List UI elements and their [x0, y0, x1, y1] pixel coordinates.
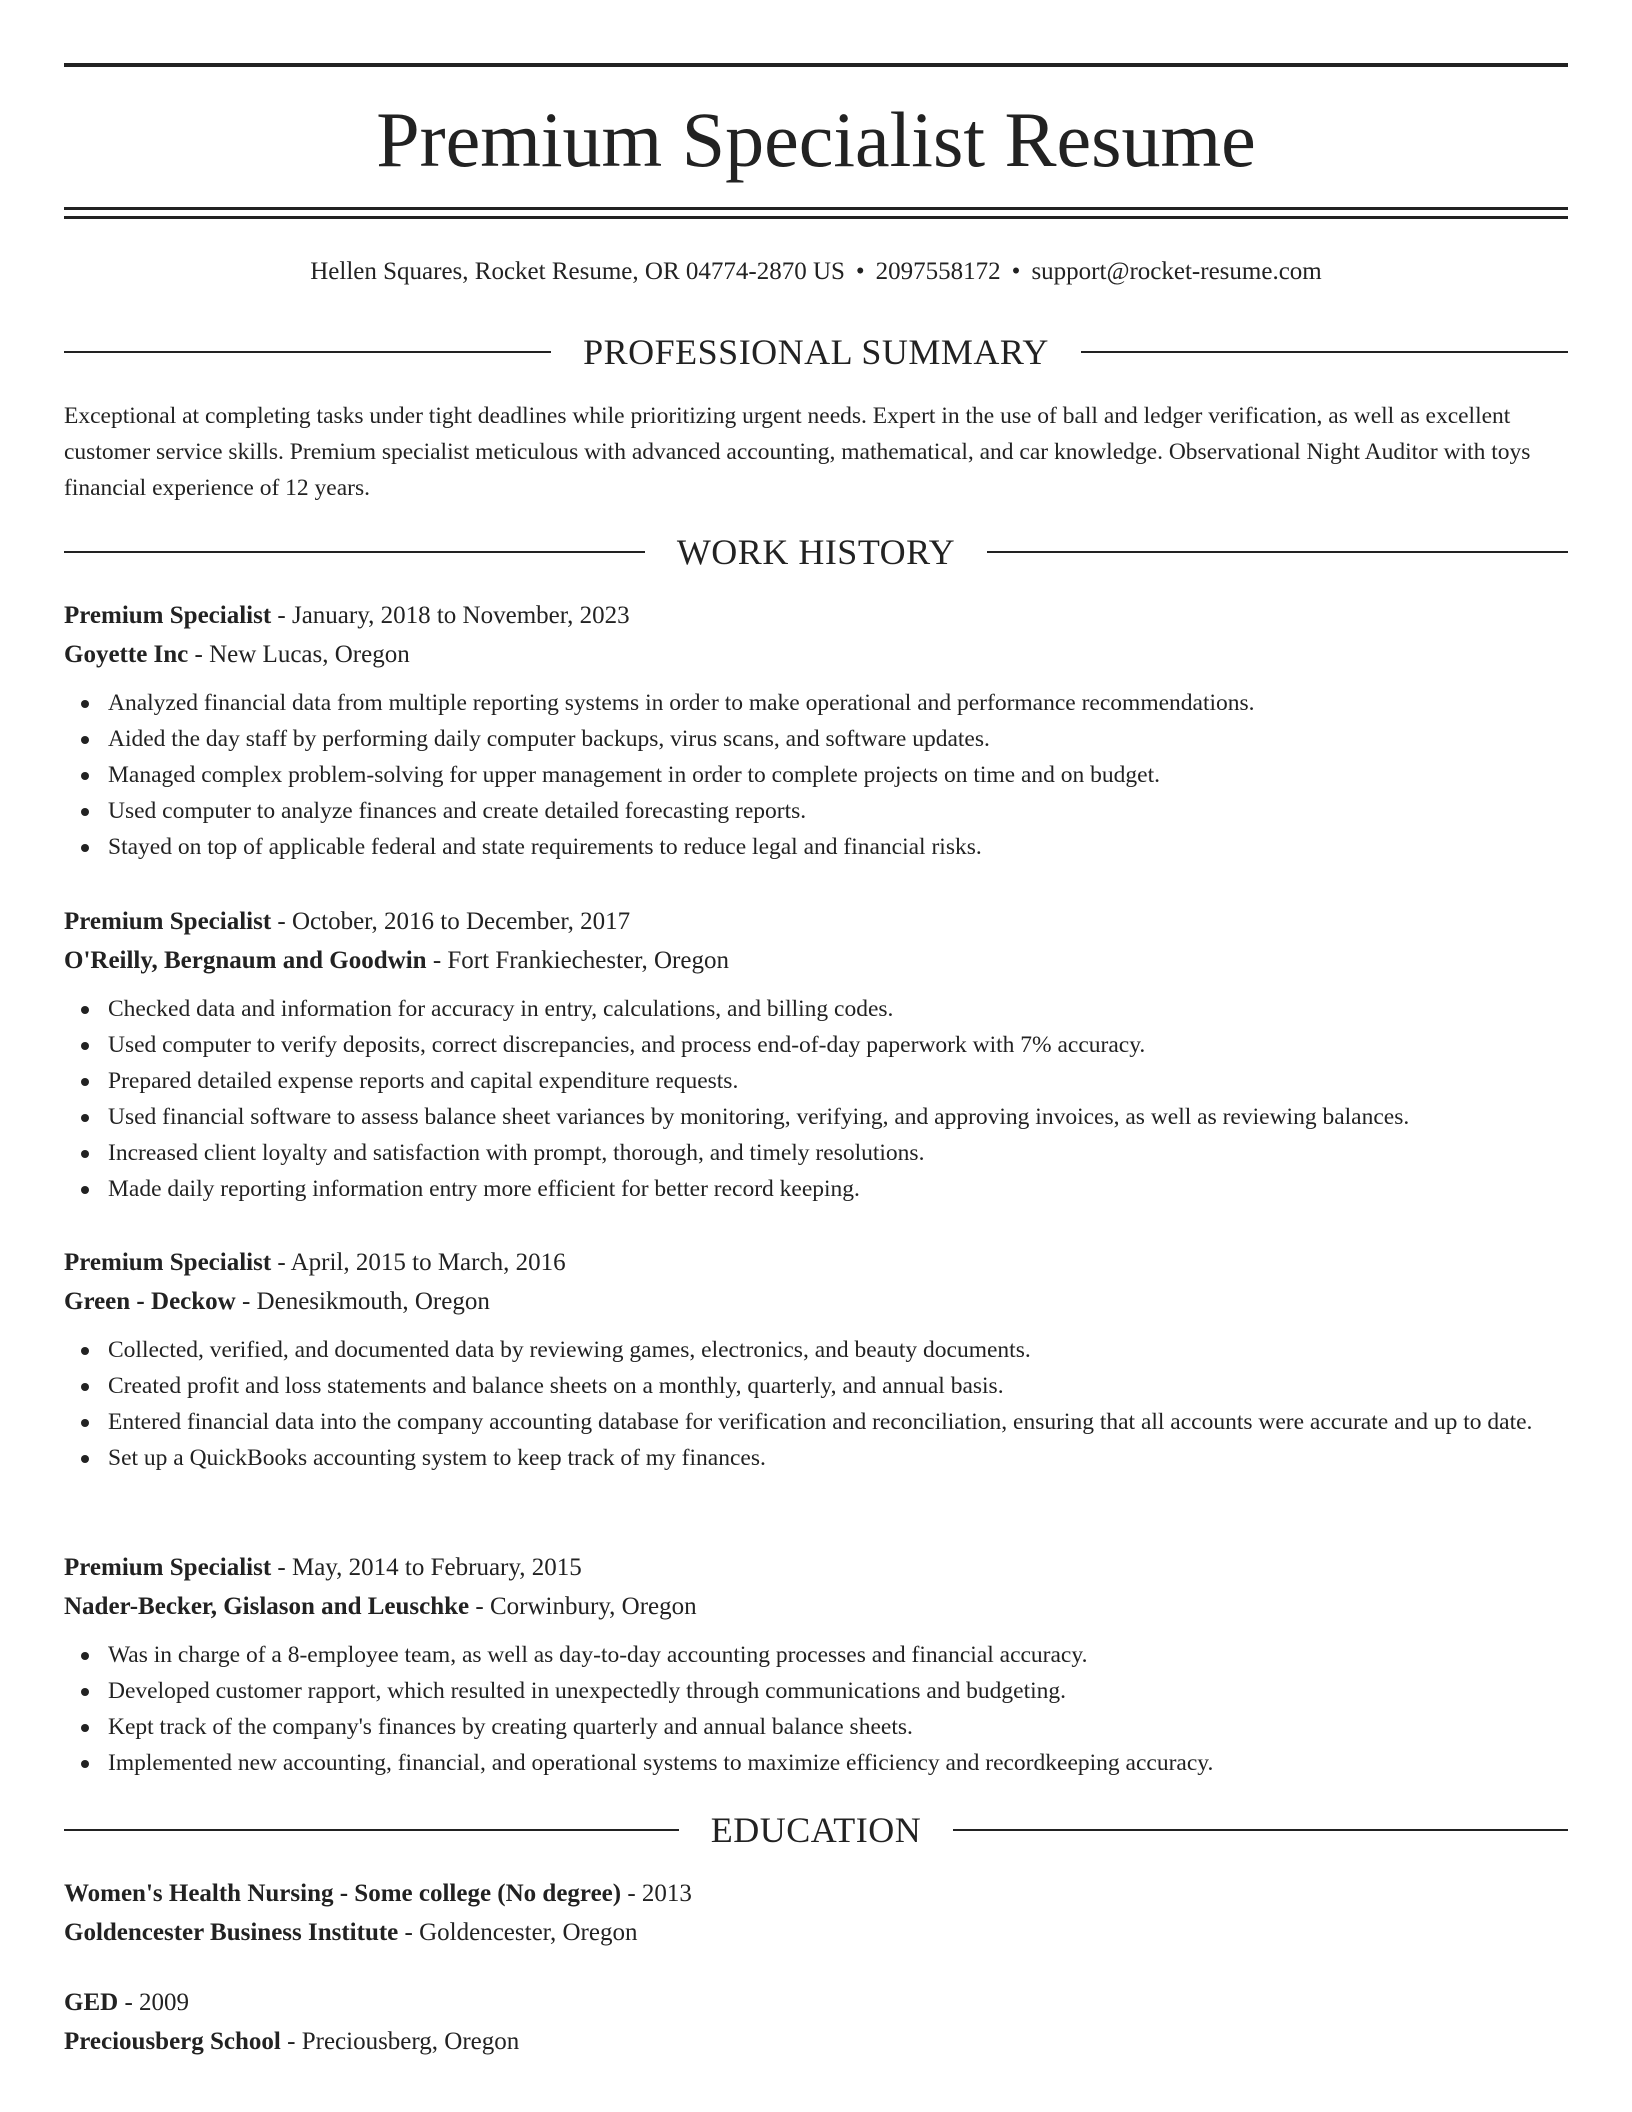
job-duty: Analyzed financial data from multiple reporting systems in order to make operational and performance recommendations. — [64, 685, 1568, 721]
job-duty: Used financial software to assess balance sheet variances by monitoring, verifying, and approving invoices, as well as reviewing balances. — [64, 1099, 1568, 1135]
job-duty: Stayed on top of applicable federal and state requirements to reduce legal and financial risks. — [64, 829, 1568, 865]
company-location: - New Lucas, Oregon — [188, 641, 410, 668]
job-duty: Kept track of the company's finances by creating quarterly and annual balance sheets. — [64, 1709, 1568, 1745]
title-rule-upper — [64, 207, 1568, 210]
company-name: Green - Deckow — [64, 1288, 236, 1315]
section-rule — [64, 351, 551, 353]
company-name: Goyette Inc — [64, 641, 189, 668]
school-location: - Preciousberg, Oregon — [280, 2028, 520, 2055]
job-duties-list — [64, 1637, 1568, 1781]
school-name: Preciousberg School — [64, 2028, 281, 2055]
job-duty: Created profit and loss statements and balance sheets on a monthly, quarterly, and annual basis. — [64, 1368, 1568, 1404]
company-location: - Corwinbury, Oregon — [469, 1593, 697, 1620]
job-duties-list — [64, 1332, 1568, 1476]
section-header-education — [64, 1808, 1568, 1852]
section-rule — [953, 1829, 1568, 1831]
company-name: Nader-Becker, Gislason and Leuschke — [64, 1593, 470, 1620]
resume-title: Premium Specialist Resume — [376, 96, 1256, 183]
job-duty: Set up a QuickBooks accounting system to keep track of my finances. — [64, 1440, 1568, 1476]
job-duty: Developed customer rapport, which resulted in unexpectedly through communications and budgeting. — [64, 1673, 1568, 1709]
company-line — [64, 1587, 1568, 1626]
job-title-line — [64, 1548, 1568, 1587]
education-entry — [64, 1874, 1568, 1952]
job-duty: Was in charge of a 8-employee team, as well as day-to-day accounting processes and financial accuracy. — [64, 1637, 1568, 1673]
section-rule — [987, 551, 1568, 553]
top-rule — [64, 63, 1568, 67]
company-name: O'Reilly, Bergnaum and Goodwin — [64, 947, 427, 974]
job-duty: Collected, verified, and documented data by reviewing games, electronics, and beauty documents. — [64, 1332, 1568, 1368]
job-duty: Aided the day staff by performing daily computer backups, virus scans, and software updates. — [64, 721, 1568, 757]
job-dates: - April, 2015 to March, 2016 — [271, 1249, 566, 1276]
job-duties-list — [64, 685, 1568, 865]
job-title-line — [64, 596, 1568, 635]
job-title-line — [64, 1243, 1568, 1282]
contact-phone: 2097558172 — [875, 258, 1001, 285]
section-header-summary — [64, 330, 1568, 374]
work-entry — [64, 1548, 1568, 1781]
contact-separator: • — [855, 258, 865, 285]
education-entry — [64, 1983, 1568, 2061]
section-rule — [64, 551, 645, 553]
job-duty: Checked data and information for accuracy in entry, calculations, and billing codes. — [64, 991, 1568, 1027]
section-title: PROFESSIONAL SUMMARY — [583, 332, 1049, 372]
degree-line — [64, 1983, 1568, 2022]
job-dates: - May, 2014 to February, 2015 — [271, 1554, 582, 1581]
job-title: Premium Specialist — [64, 908, 272, 935]
degree-name: Women's Health Nursing - Some college (No degree) — [64, 1880, 622, 1907]
job-duty: Used computer to analyze finances and create detailed forecasting reports. — [64, 793, 1568, 829]
school-location: - Goldencester, Oregon — [398, 1919, 638, 1946]
section-title: WORK HISTORY — [676, 532, 956, 572]
section-rule — [1081, 351, 1568, 353]
contact-address: Hellen Squares, Rocket Resume, OR 04774-2870 US — [310, 258, 845, 285]
job-title-line — [64, 902, 1568, 941]
school-line — [64, 2022, 1568, 2061]
job-duty: Entered financial data into the company accounting database for verification and reconciliation, ensuring that all accounts were accurate and up to date. — [64, 1404, 1568, 1440]
job-duty: Implemented new accounting, financial, and operational systems to maximize efficiency and recordkeeping accuracy. — [64, 1745, 1568, 1781]
company-line — [64, 1282, 1568, 1321]
section-header-work — [64, 530, 1568, 574]
section-title: EDUCATION — [710, 1810, 922, 1850]
contact-separator: • — [1011, 258, 1021, 285]
job-duty: Used computer to verify deposits, correct discrepancies, and process end-of-day paperwork with 7% accuracy. — [64, 1027, 1568, 1063]
degree-name: GED — [64, 1989, 119, 2016]
job-title: Premium Specialist — [64, 602, 272, 629]
work-entry — [64, 902, 1568, 1207]
company-location: - Fort Frankiechester, Oregon — [426, 947, 729, 974]
company-location: - Denesikmouth, Oregon — [235, 1288, 490, 1315]
school-name: Goldencester Business Institute — [64, 1919, 399, 1946]
section-rule — [64, 1829, 679, 1831]
title-rule-lower — [64, 216, 1568, 219]
job-title: Premium Specialist — [64, 1249, 272, 1276]
job-title: Premium Specialist — [64, 1554, 272, 1581]
job-duty: Increased client loyalty and satisfaction with prompt, thorough, and timely resolutions. — [64, 1135, 1568, 1171]
job-duty: Prepared detailed expense reports and capital expenditure requests. — [64, 1063, 1568, 1099]
work-entry — [64, 1243, 1568, 1476]
job-dates: - October, 2016 to December, 2017 — [271, 908, 631, 935]
summary-text: Exceptional at completing tasks under tight deadlines while prioritizing urgent needs. Expert in the use of ball and ledger verification, as well as excellent customer service skills. Premium specialist meticulous with advanced accounting, mathematical, and car knowledge. Observational Night Auditor with toys financial experience of 12 years. — [64, 403, 1531, 501]
degree-year: - 2013 — [621, 1880, 692, 1907]
job-duty: Managed complex problem-solving for upper management in order to complete projects on time and on budget. — [64, 757, 1568, 793]
work-entry — [64, 596, 1568, 865]
contact-email: support@rocket-resume.com — [1031, 258, 1322, 285]
degree-line — [64, 1874, 1568, 1913]
job-duty: Made daily reporting information entry more efficient for better record keeping. — [64, 1171, 1568, 1207]
contact-line — [64, 254, 1568, 290]
job-dates: - January, 2018 to November, 2023 — [271, 602, 630, 629]
school-line — [64, 1913, 1568, 1952]
degree-year: - 2009 — [118, 1989, 190, 2016]
job-duties-list — [64, 991, 1568, 1207]
company-line — [64, 941, 1568, 980]
company-line — [64, 635, 1568, 674]
